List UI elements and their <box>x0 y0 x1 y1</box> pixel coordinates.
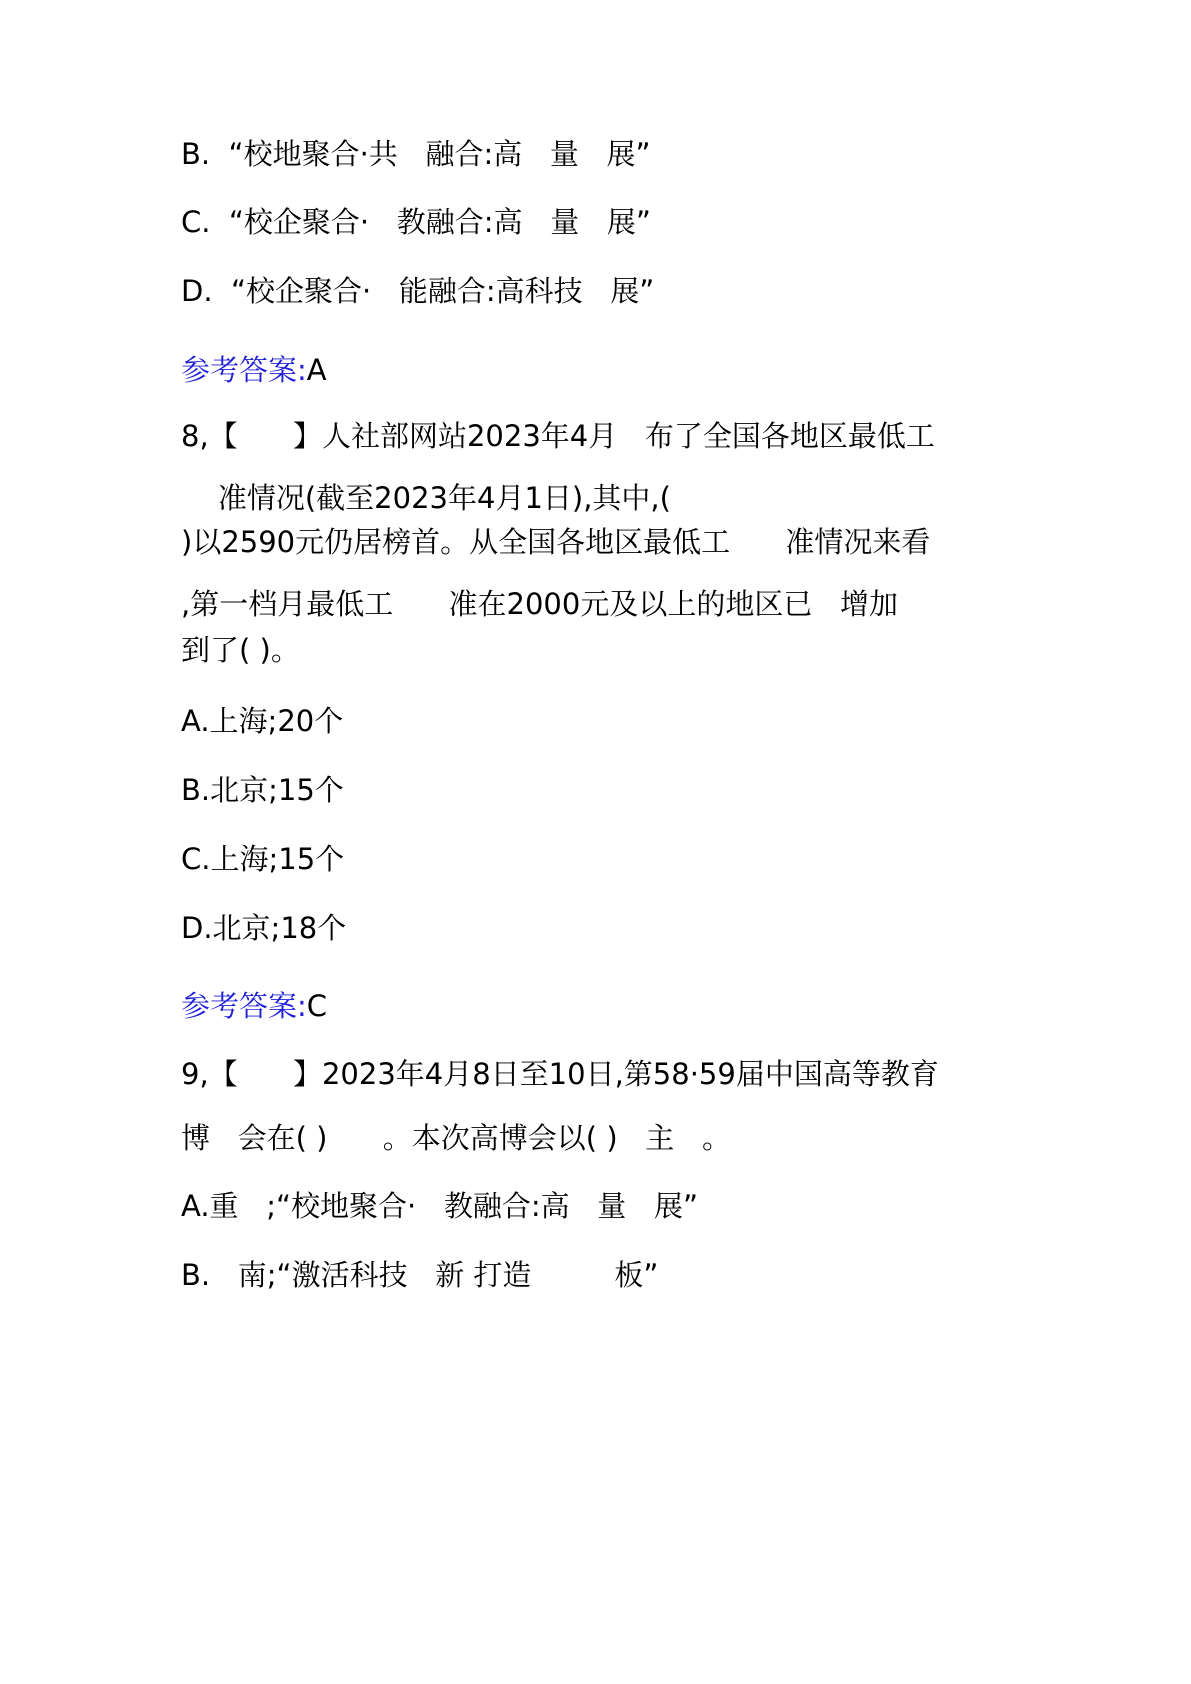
q8-answer <box>181 988 327 1024</box>
q7-option-b: B. “校地聚合·共 融合:高 量 展” <box>181 137 651 171</box>
q8-stem-line-5: 到了( )。 <box>181 633 300 667</box>
q8-option-c: C.上海;15个 <box>181 842 345 876</box>
q8-option-d: D.北京;18个 <box>181 911 347 945</box>
q9-stem-line-1: 9,【 】2023年4月8日至10日,第58·59届中国高等教育 <box>181 1057 939 1091</box>
q8-option-b: B.北京;15个 <box>181 773 344 807</box>
q7-option-d: D. “校企聚合· 能融合:高科技 展” <box>181 274 655 308</box>
q8-option-a: A.上海;20个 <box>181 704 344 738</box>
q9-option-a: A.重 ;“校地聚合· 教融合:高 量 展” <box>181 1189 698 1223</box>
q8-stem-line-4: ,第一档月最低工 准在2000元及以上的地区已 增加 <box>181 587 898 621</box>
q7-answer <box>181 352 327 388</box>
q8-stem-line-2: 准情况(截至2023年4月1日),其中,( <box>181 481 671 515</box>
q7-option-c: C. “校企聚合· 教融合:高 量 展” <box>181 205 651 239</box>
answer-value: A <box>306 353 327 387</box>
q9-stem-line-2: 博 会在( ) 。本次高博会以( ) 主 。 <box>181 1121 731 1155</box>
q9-option-b: B. 南;“激活科技 新 打造 板” <box>181 1258 659 1292</box>
q8-stem-line-1: 8,【 】人社部网站2023年4月 布了全国各地区最低工 <box>181 419 935 453</box>
answer-label: 参考答案: <box>181 989 307 1023</box>
answer-value: C <box>306 989 328 1023</box>
answer-label: 参考答案: <box>181 353 307 387</box>
q8-stem-line-3: )以2590元仍居榜首。从全国各地区最低工 准情况来看 <box>181 525 931 559</box>
